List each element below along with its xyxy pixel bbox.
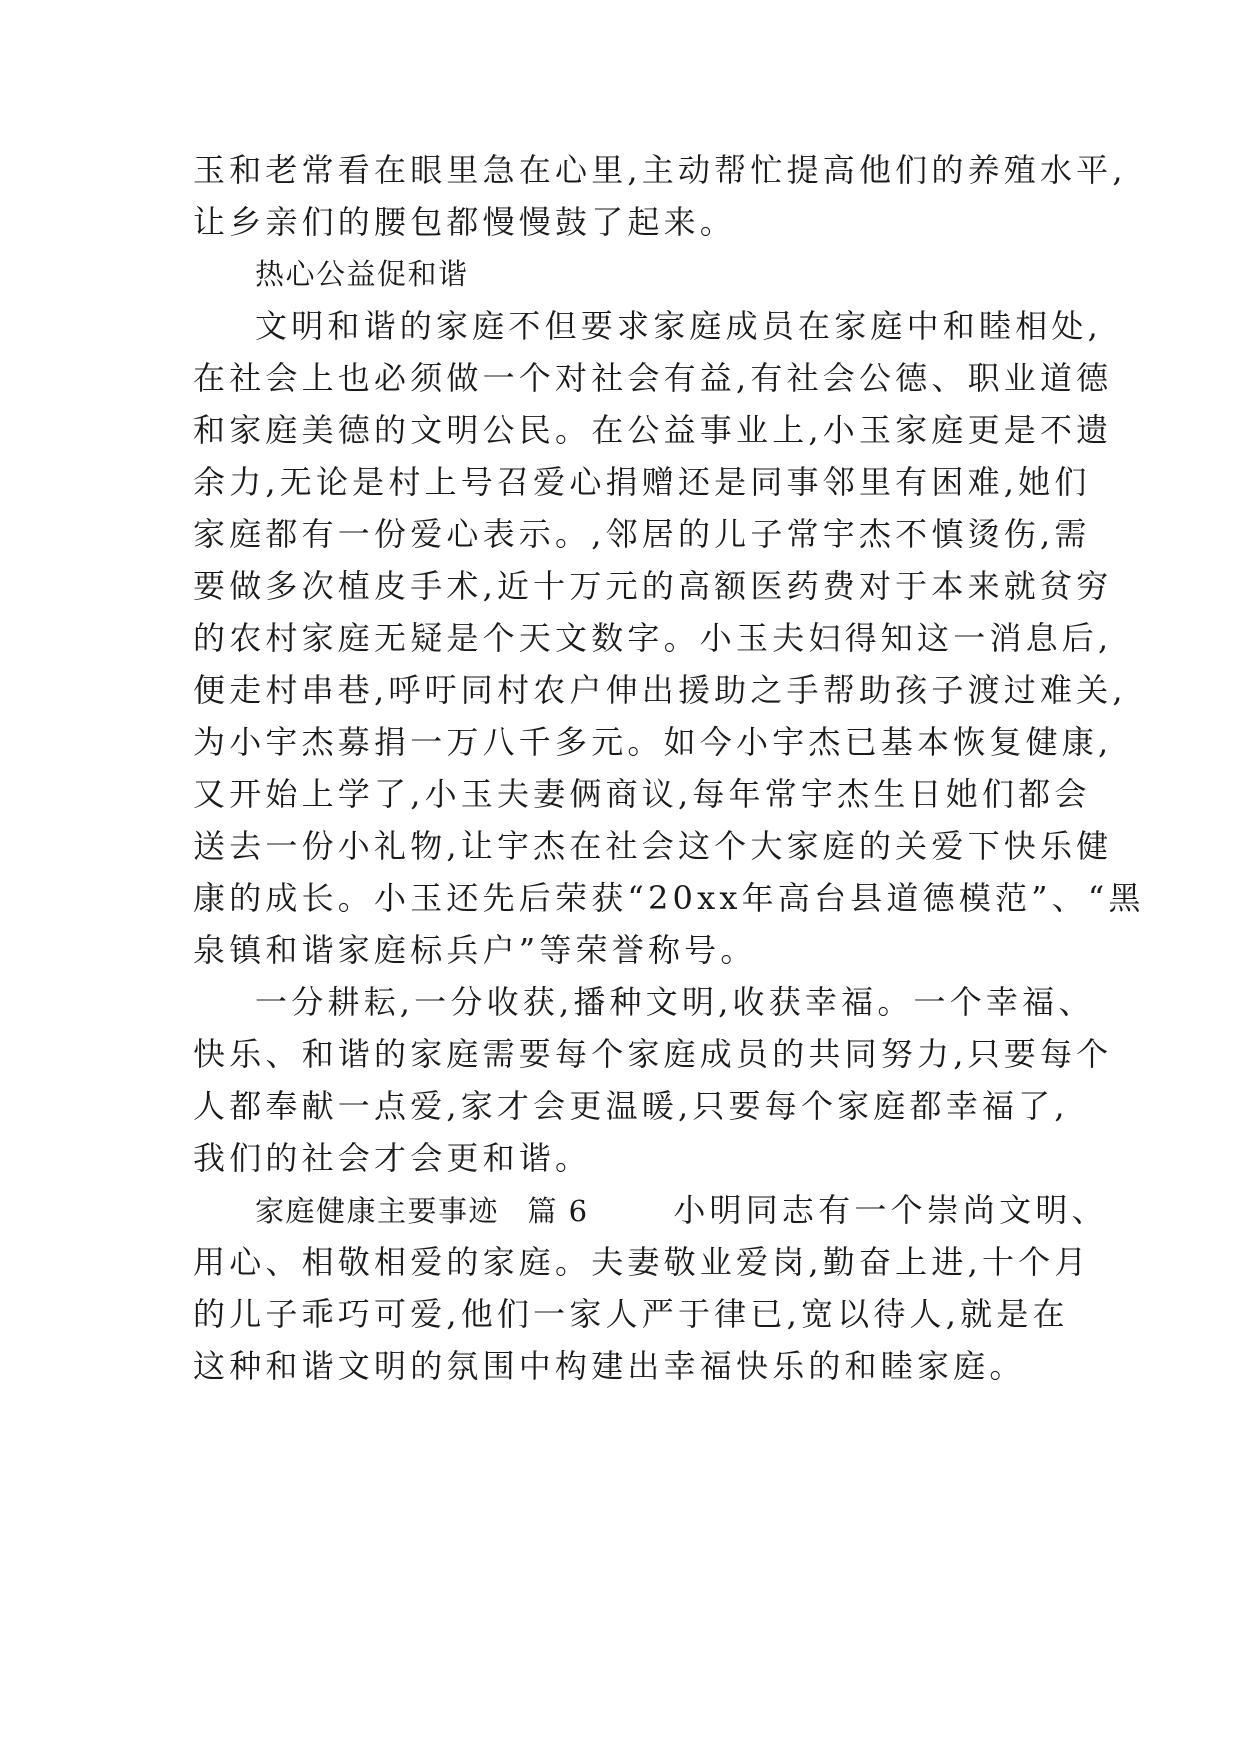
text-line: 家庭都有一份爱心表示。,邻居的儿子常宇杰不慎烫伤,需 (193, 515, 1091, 553)
text-line: 的儿子乖巧可爱,他们一家人严于律已,宽以待人,就是在 (193, 1295, 1069, 1333)
text-line: 为小宇杰募捐一万八千多元。如今小宇杰已基本恢复健康, (193, 723, 1113, 761)
section-part: 篇 6 (527, 1194, 589, 1228)
section-continuation: 小明同志有一个崇尚文明、 (673, 1191, 1108, 1229)
text-line: 余力,无论是村上号召爱心捐赠还是同事邻里有困难,她们 (193, 463, 1091, 501)
text-line: 又开始上学了,小玉夫妻俩商议,每年常宇杰生日她们都会 (193, 775, 1091, 813)
text-line: 这种和谐文明的氛围中构建出幸福快乐的和睦家庭。 (193, 1347, 1026, 1385)
text-line: 我们的社会才会更和谐。 (193, 1139, 592, 1177)
text-line: 送去一份小礼物,让宇杰在社会这个大家庭的关爱下快乐健 (193, 827, 1113, 865)
text-line: 康的成长。小玉还先后荣获“20xx年高台县道德模范”、“黑 (193, 879, 1145, 917)
text-line: 要做多次植皮手术,近十万元的高额医药费对于本来就贫穷 (193, 567, 1113, 605)
text-line: 快乐、和谐的家庭需要每个家庭成员的共同努力,只要每个 (193, 1035, 1113, 1073)
text-line: 文明和谐的家庭不但要求家庭成员在家庭中和睦相处, (255, 307, 1102, 345)
text-line: 让乡亲们的腰包都慢慢鼓了起来。 (193, 203, 737, 241)
text-line: 和家庭美德的文明公民。在公益事业上,小玉家庭更是不遗 (193, 411, 1113, 449)
text-line: 便走村串巷,呼吁同村农户伸出援助之手帮助孩子渡过难关, (193, 671, 1127, 709)
text-line: 玉和老常看在眼里急在心里,主动帮忙提高他们的养殖水平, (193, 151, 1127, 189)
text-line: 的农村家庭无疑是个天文数字。小玉夫妇得知这一消息后, (193, 619, 1113, 657)
text-line: 泉镇和谐家庭标兵户”等荣誉称号。 (193, 931, 757, 969)
text-line: 用心、相敬相爱的家庭。夫妻敬业爱岗,勤奋上进,十个月 (193, 1243, 1091, 1281)
section-heading-line (255, 1190, 1108, 1231)
text-line: 人都奉献一点爱,家才会更温暖,只要每个家庭都幸福了, (193, 1087, 1069, 1125)
section-title: 家庭健康主要事迹 (255, 1194, 500, 1228)
paragraph-heading: 热心公益促和谐 (255, 257, 469, 291)
text-line: 一分耕耘,一分收获,播种文明,收获幸福。一个幸福、 (255, 983, 1095, 1021)
text-line: 在社会上也必须做一个对社会有益,有社会公德、职业道德 (193, 359, 1113, 397)
